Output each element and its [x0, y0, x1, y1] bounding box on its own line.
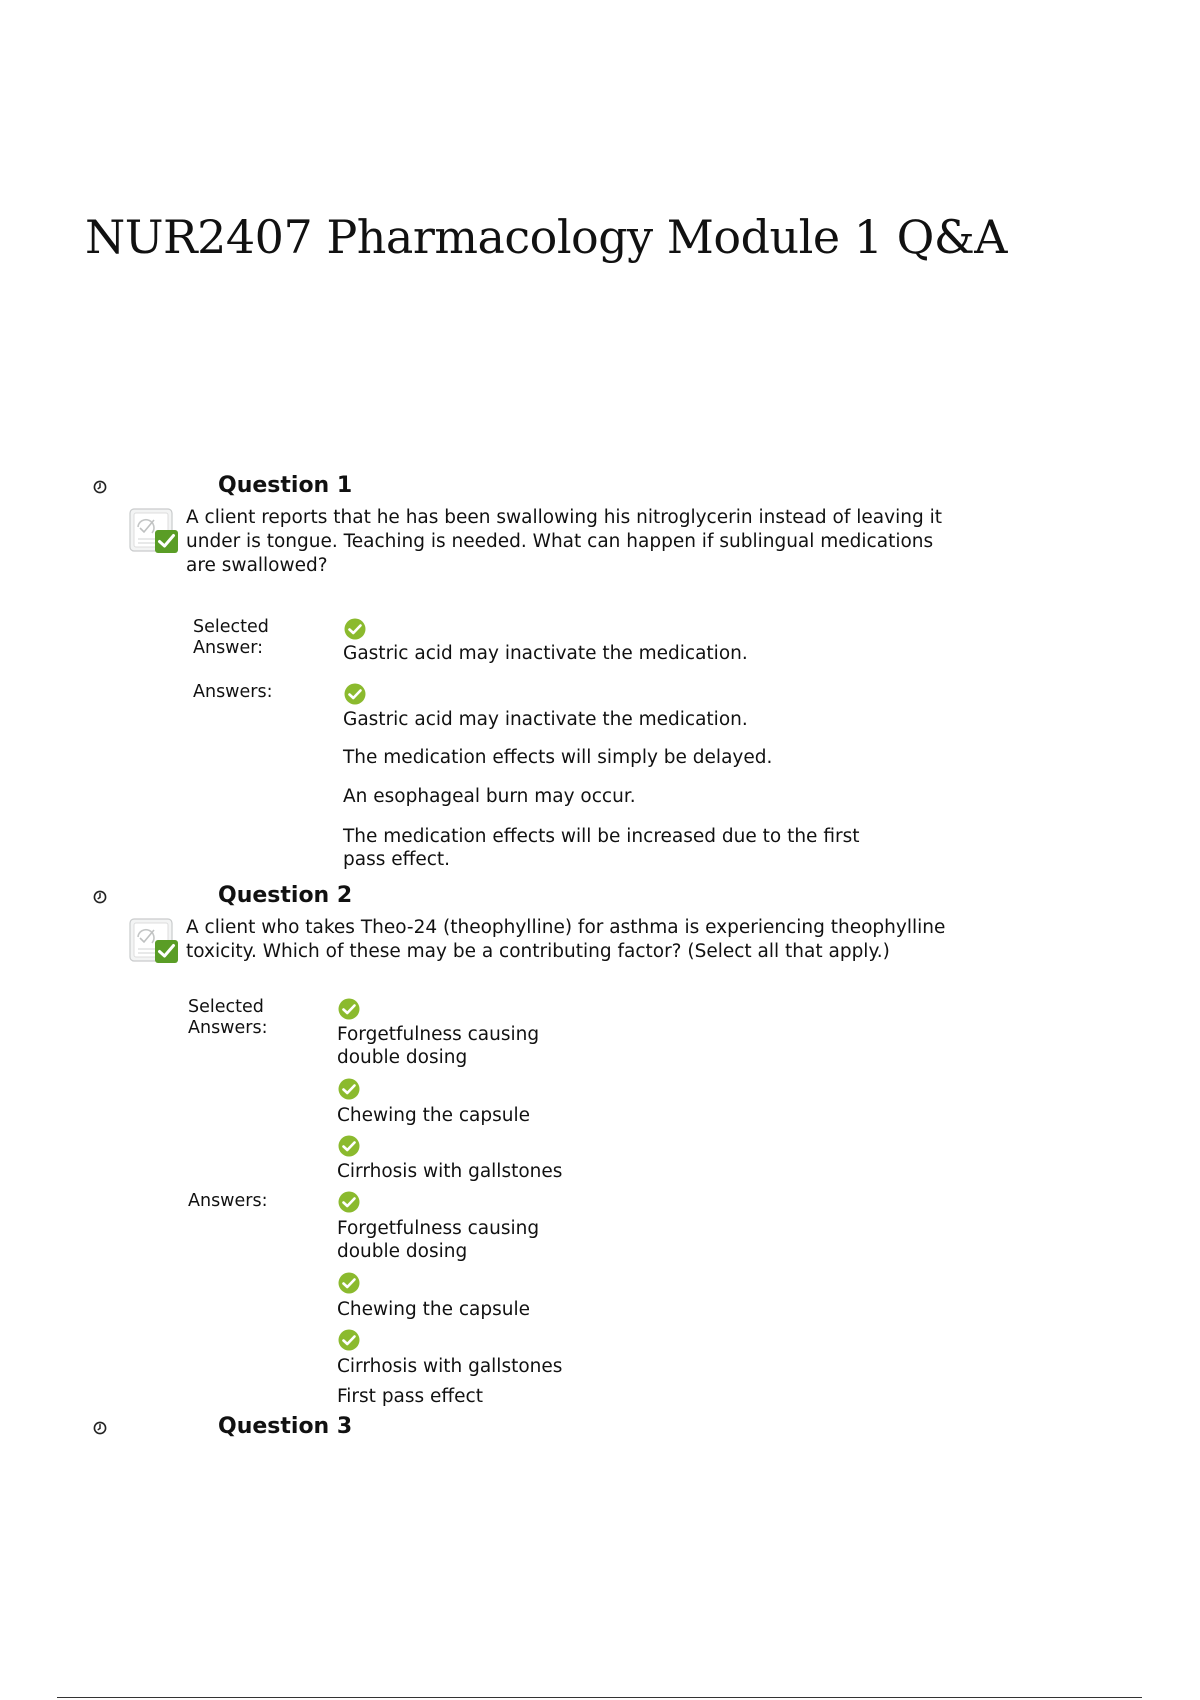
selected-answer-label: Selected Answer: [193, 617, 269, 658]
question-heading: Question 3 [218, 1414, 353, 1439]
answer-option: An esophageal burn may occur. [343, 786, 636, 807]
timer-icon [93, 1421, 107, 1435]
timer-icon [93, 480, 107, 494]
checkmark-icon [338, 1329, 360, 1351]
footer-divider [57, 1697, 1142, 1698]
question-text-line: toxicity. Which of these may be a contributing factor? (Select all that apply.) [186, 941, 890, 962]
question-text [186, 506, 942, 578]
selected-answer: Cirrhosis with gallstones [337, 1161, 563, 1182]
answers-label: Answers: [188, 1191, 268, 1211]
answers-label: Answers: [193, 682, 273, 702]
checkmark-icon [344, 618, 366, 640]
checkmark-icon [338, 1191, 360, 1213]
timer-icon [93, 890, 107, 904]
checkmark-icon [344, 683, 366, 705]
answer-option-correct: Cirrhosis with gallstones [337, 1356, 563, 1377]
answer-option: The medication effects will simply be delayed. [343, 747, 773, 768]
question-text-line: under is tongue. Teaching is needed. What can happen if sublingual medications [186, 531, 934, 552]
question-text-line: A client who takes Theo-24 (theophylline) for asthma is experiencing theophylline [186, 917, 946, 938]
answer-option: The medication effects will be increased due to the first pass effect. [343, 826, 860, 870]
correct-graded-icon [127, 913, 179, 965]
selected-answer: Chewing the capsule [337, 1105, 531, 1126]
question-text-line: A client reports that he has been swallowing his nitroglycerin instead of leaving it [186, 507, 942, 528]
question-heading: Question 2 [218, 883, 353, 908]
selected-answer: Gastric acid may inactivate the medication. [343, 643, 748, 664]
checkmark-icon [338, 998, 360, 1020]
question-heading: Question 1 [218, 473, 353, 498]
question-text-line: are swallowed? [186, 555, 328, 576]
question-text [186, 916, 945, 964]
selected-answers-label: Selected Answers: [188, 997, 268, 1038]
correct-graded-icon [127, 503, 179, 555]
checkmark-icon [338, 1078, 360, 1100]
answer-option-correct: Chewing the capsule [337, 1299, 531, 1320]
checkmark-icon [338, 1135, 360, 1157]
selected-answer: Forgetfulness causing double dosing [337, 1024, 540, 1068]
answer-option-correct: Forgetfulness causing double dosing [337, 1218, 540, 1262]
answer-option: First pass effect [337, 1386, 483, 1407]
checkmark-icon [338, 1272, 360, 1294]
answer-option-correct: Gastric acid may inactivate the medication. [343, 709, 748, 730]
document-title: NUR2407 Pharmacology Module 1 Q&A [85, 210, 1007, 264]
